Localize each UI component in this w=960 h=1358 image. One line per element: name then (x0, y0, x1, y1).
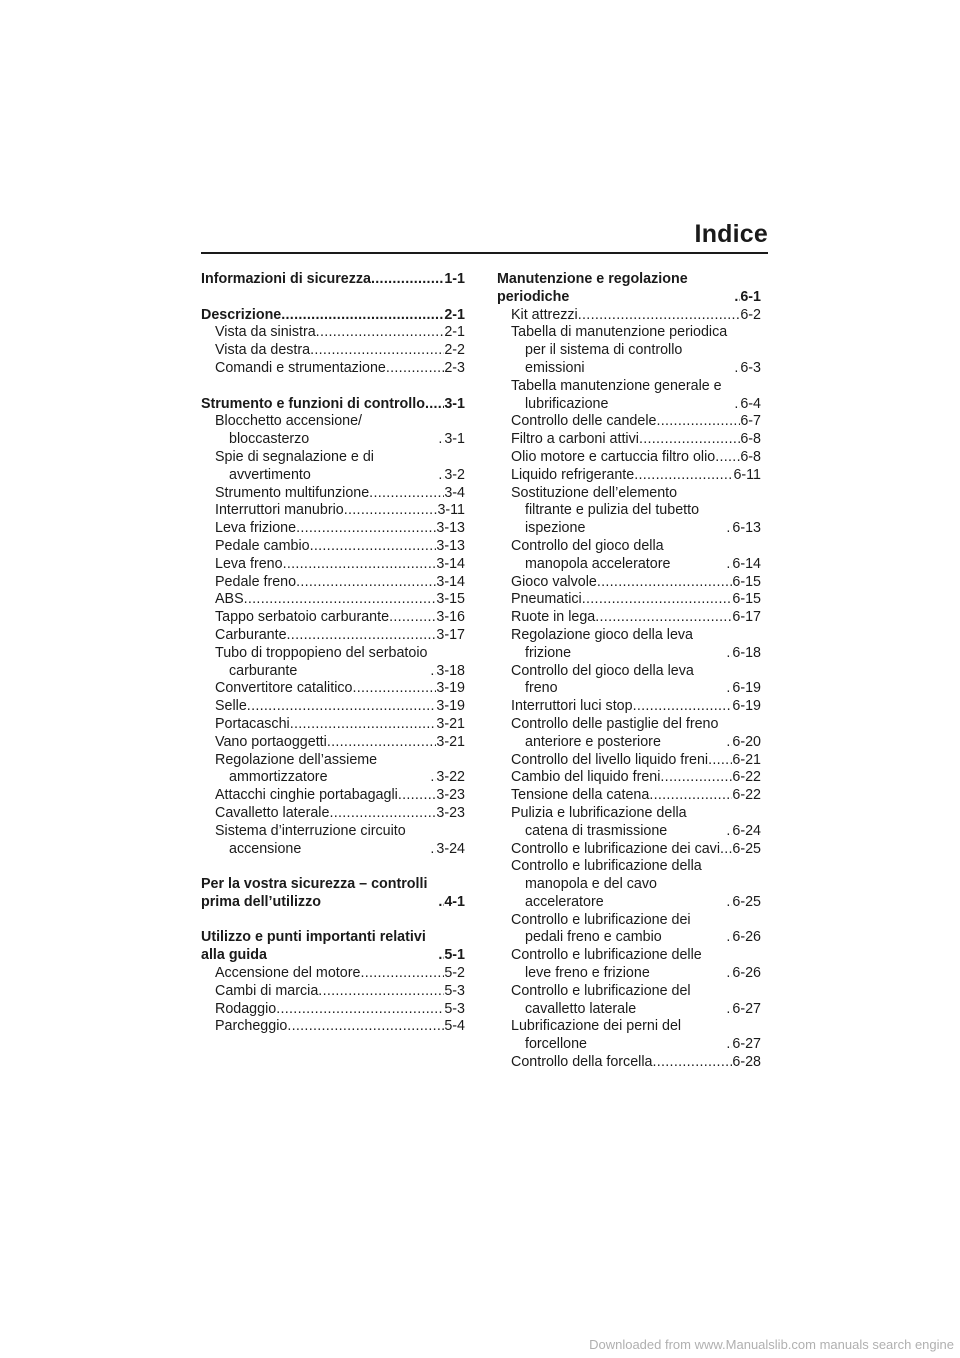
toc-entry-page-number: 6-17 (732, 609, 761, 626)
toc-entry-label: Cambio del liquido freni (511, 769, 661, 786)
toc-entry-label: Rodaggio (215, 1000, 277, 1017)
toc-entry-label: Controllo e lubrificazione delle leve freno e frizione (511, 947, 702, 982)
toc-subsection-entry[interactable] (497, 805, 761, 841)
toc-subsection-entry[interactable] (497, 574, 761, 592)
toc-entry-page-number: 6-24 (732, 822, 761, 839)
toc-entry-label: Utilizzo e punti importanti relativi alla guida (201, 929, 426, 964)
toc-entry-page-number: 6-1 (740, 288, 761, 305)
toc-entry-page-number: 3-21 (436, 733, 465, 750)
dot-leader (290, 716, 437, 734)
dot-leader (310, 538, 437, 556)
dot-leader (244, 591, 437, 609)
toc-subsection-entry[interactable] (201, 965, 465, 983)
toc-entry-page-number: 3-2 (444, 466, 465, 483)
dot-leader (287, 627, 437, 645)
toc-subsection-entry[interactable] (201, 574, 465, 592)
toc-entry-label: Pedale freno (215, 573, 297, 590)
toc-section-entry[interactable] (201, 271, 465, 289)
dot-leader (656, 413, 740, 431)
toc-subsection-entry[interactable] (201, 716, 465, 734)
toc-entry-label: Parcheggio (215, 1018, 288, 1035)
toc-entry-page-number: 3-4 (444, 484, 465, 501)
dot-leader (633, 698, 733, 716)
toc-entry-page-number: 3-13 (436, 520, 465, 537)
dot-leader (660, 769, 732, 787)
toc-entry-page-number: 3-18 (436, 662, 465, 679)
section-gap (201, 858, 465, 876)
toc-entry-page-number: 2-2 (444, 342, 465, 359)
toc-entry-label: Accensione del motore (215, 965, 361, 982)
toc-entry-page-number: 6-15 (732, 591, 761, 608)
toc-subsection-entry[interactable] (497, 467, 761, 485)
dot-leader (708, 752, 732, 770)
toc-entry-page-number: 3-1 (444, 395, 465, 412)
toc-entry-label: Controllo delle candele (511, 413, 657, 430)
toc-subsection-entry[interactable] (497, 431, 761, 449)
toc-entry-label: Tabella di manutenzione periodica per il sistema di controllo emissioni (511, 324, 728, 376)
toc-entry-page-number: 3-23 (436, 804, 465, 821)
toc-subsection-entry[interactable] (201, 752, 465, 788)
toc-entry-label: Strumento multifunzione (215, 484, 370, 501)
toc-subsection-entry[interactable] (201, 680, 465, 698)
toc-entry-label: Descrizione (201, 306, 282, 323)
toc-entry-page-number: 6-18 (732, 644, 761, 661)
dot-leader (352, 680, 436, 698)
toc-entry-page-number: 3-16 (436, 609, 465, 626)
toc-entry-page-number: 5-1 (444, 947, 465, 964)
toc-entry-label: Strumento e funzioni di controllo (201, 395, 425, 412)
toc-subsection-entry[interactable] (201, 342, 465, 360)
toc-subsection-entry[interactable] (497, 1018, 761, 1054)
toc-entry-page-number: 2-1 (444, 324, 465, 341)
toc-subsection-entry[interactable] (201, 413, 465, 449)
toc-entry-page-number: 6-22 (732, 769, 761, 786)
dot-leader (389, 609, 436, 627)
title-rule (201, 252, 768, 254)
toc-entry-page-number: 3-15 (436, 591, 465, 608)
dot-leader (318, 983, 444, 1001)
toc-subsection-entry[interactable] (497, 858, 761, 911)
toc-entry-page-number: 6-8 (740, 431, 761, 448)
toc-entry-page-number: 6-15 (732, 573, 761, 590)
toc-entry-page-number: 6-19 (732, 698, 761, 715)
toc-entry-label: Attacchi cinghie portabagagli (215, 787, 398, 804)
toc-entry-page-number: 6-20 (732, 733, 761, 750)
toc-subsection-entry[interactable] (201, 823, 465, 859)
toc-subsection-entry[interactable] (497, 787, 761, 805)
toc-entry-label: Carburante (215, 626, 287, 643)
toc-entry-page-number: 5-3 (444, 1000, 465, 1017)
toc-entry-label: Selle (215, 698, 247, 715)
toc-subsection-entry[interactable] (497, 841, 761, 859)
toc-entry-page-number: 6-3 (740, 359, 761, 376)
toc-entry-label: Blocchetto accensione/ bloccasterzo (215, 413, 363, 448)
toc-entry-label: Kit attrezzi (511, 306, 578, 323)
toc-entry-page-number: 6-14 (732, 555, 761, 572)
toc-entry-page-number: 6-22 (732, 787, 761, 804)
toc-entry-label: Tappo serbatoio carburante (215, 609, 390, 626)
toc-entry-label: Convertitore catalitico (215, 680, 353, 697)
dot-leader (649, 787, 732, 805)
toc-entry-label: Controllo e lubrificazione della manopola e del cavo acceleratore (511, 858, 702, 910)
toc-entry-page-number: 6-25 (732, 840, 761, 857)
toc-entry-page-number: 3-21 (436, 715, 465, 732)
page-title: Indice (694, 220, 768, 248)
dot-leader (247, 698, 437, 716)
toc-subsection-entry[interactable] (201, 983, 465, 1001)
toc-entry-label: Interruttori luci stop (511, 698, 633, 715)
toc-subsection-entry[interactable] (497, 538, 761, 574)
toc-entry-page-number: 6-28 (732, 1054, 761, 1071)
toc-subsection-entry[interactable] (497, 1054, 761, 1072)
toc-entry-label: Manutenzione e regolazione periodiche (497, 271, 688, 305)
dot-leader (310, 342, 444, 360)
toc-entry-page-number: 3-1 (444, 431, 465, 448)
footer-text: Downloaded from www.Manualslib.com manuals search engine (589, 1337, 954, 1352)
dot-leader (344, 502, 438, 520)
toc-right-column (497, 271, 761, 1072)
toc-subsection-entry[interactable] (201, 1018, 465, 1036)
toc-entry-label: Vista da sinistra (215, 324, 316, 341)
dot-leader (720, 841, 732, 859)
toc-entry-label: Controllo e lubrificazione dei cavi (511, 840, 721, 857)
toc-entry-page-number: 3-19 (436, 698, 465, 715)
toc-entry-page-number: 6-2 (740, 306, 761, 323)
toc-entry-label: Lubrificazione dei perni del forcellone (511, 1018, 682, 1053)
toc-entry-page-number: 4-1 (444, 893, 465, 910)
toc-subsection-entry[interactable] (201, 360, 465, 378)
toc-entry-label: Controllo e lubrificazione dei pedali freno e cambio (511, 911, 691, 946)
toc-subsection-entry[interactable] (497, 947, 761, 983)
section-gap (201, 289, 465, 307)
toc-entry-page-number: 3-14 (436, 573, 465, 590)
toc-entry-page-number: 6-26 (732, 929, 761, 946)
toc-entry-label: Sistema d’interruzione circuito accensione (215, 822, 406, 857)
toc-entry-label: Tensione della catena (511, 787, 650, 804)
toc-entry-label: Pedale cambio (215, 537, 310, 554)
toc-entry-label: Ruote in lega (511, 609, 596, 626)
toc-subsection-entry[interactable] (497, 769, 761, 787)
dot-leader (578, 307, 741, 325)
toc-entry-label: Filtro a carboni attivi (511, 431, 639, 448)
toc-entry-page-number: 3-13 (436, 537, 465, 554)
dot-leader (652, 1054, 732, 1072)
toc-entry-label: Regolazione dell’assieme ammortizzatore (215, 751, 378, 786)
dot-leader (398, 787, 437, 805)
toc-entry-label: Controllo del gioco della leva freno (511, 662, 694, 697)
dot-leader (582, 591, 733, 609)
toc-entry-label: Informazioni di sicurezza (201, 271, 372, 287)
toc-subsection-entry[interactable] (497, 698, 761, 716)
dot-leader (287, 1018, 444, 1036)
toc-entry-label: Pneumatici (511, 591, 582, 608)
toc-entry-label: ABS (215, 591, 244, 608)
toc-subsection-entry[interactable] (497, 324, 761, 377)
toc-entry-page-number: 6-26 (732, 965, 761, 982)
dot-leader (316, 324, 445, 342)
toc-entry-label: Controllo della forcella (511, 1054, 653, 1071)
toc-entry-page-number: 1-1 (444, 271, 465, 287)
toc-subsection-entry[interactable] (201, 449, 465, 485)
toc-entry-label: Gioco valvole (511, 573, 597, 590)
toc-entry-label: Interruttori manubrio (215, 502, 344, 519)
toc-section-entry[interactable] (201, 396, 465, 414)
toc-subsection-entry[interactable] (497, 983, 761, 1019)
toc-subsection-entry[interactable] (201, 609, 465, 627)
toc-entry-page-number: 5-2 (444, 965, 465, 982)
toc-entry-page-number: 5-4 (444, 1018, 465, 1035)
toc-entry-page-number: 3-11 (437, 502, 465, 519)
dot-leader (715, 449, 740, 467)
dot-leader (296, 574, 436, 592)
toc-entry-label: Controllo del livello liquido freni (511, 751, 709, 768)
toc-entry-page-number: 6-4 (740, 395, 761, 412)
toc-entry-label: Tubo di troppopieno del serbatoio carburante (215, 644, 428, 679)
toc-subsection-entry[interactable] (497, 627, 761, 663)
toc-entry-page-number: 3-17 (436, 626, 465, 643)
toc-entry-label: Sostituzione dell’elemento filtrante e pulizia del tubetto ispezione (511, 484, 700, 537)
toc-entry-page-number: 3-23 (436, 787, 465, 804)
toc-entry-page-number: 5-3 (444, 982, 465, 999)
toc-subsection-entry[interactable] (201, 805, 465, 823)
toc-subsection-entry[interactable] (497, 307, 761, 325)
toc-section-entry[interactable] (497, 271, 761, 307)
toc-subsection-entry[interactable] (201, 324, 465, 342)
toc-subsection-entry[interactable] (201, 787, 465, 805)
toc-entry-label: Cambi di marcia (215, 982, 319, 999)
toc-entry-page-number: 6-21 (732, 751, 761, 768)
toc-subsection-entry[interactable] (497, 449, 761, 467)
toc-subsection-entry[interactable] (201, 734, 465, 752)
toc-subsection-entry[interactable] (497, 591, 761, 609)
dot-leader (296, 520, 436, 538)
dot-leader (371, 271, 444, 289)
toc-subsection-entry[interactable] (201, 556, 465, 574)
section-gap (201, 912, 465, 930)
toc-entry-label: Pulizia e lubrificazione della catena di trasmissione (511, 804, 687, 839)
toc-entry-page-number: 3-22 (436, 769, 465, 786)
toc-entry-label: Spie di segnalazione e di avvertimento (215, 448, 374, 483)
toc-entry-label: Liquido refrigerante (511, 466, 635, 483)
toc-entry-page-number: 6-27 (732, 1036, 761, 1053)
toc-entry-label: Controllo del gioco della manopola acceleratore (511, 537, 671, 572)
toc-entry-page-number: 6-25 (732, 893, 761, 910)
toc-entry-label: Comandi e strumentazione (215, 359, 386, 376)
toc-subsection-entry[interactable] (201, 698, 465, 716)
toc-entry-page-number: 2-3 (444, 359, 465, 376)
toc-entry-label: Tabella manutenzione generale e lubrificazione (511, 377, 722, 412)
toc-entry-label: Leva freno (215, 555, 283, 572)
toc-entry-label: Leva frizione (215, 520, 297, 537)
toc-entry-page-number: 2-1 (444, 306, 465, 323)
dot-leader (327, 734, 437, 752)
toc-entry-page-number: 6-19 (732, 680, 761, 697)
toc-subsection-entry[interactable] (497, 609, 761, 627)
toc-entry-page-number: 3-24 (436, 840, 465, 857)
toc-subsection-entry[interactable] (497, 752, 761, 770)
toc-subsection-entry[interactable] (201, 645, 465, 681)
dot-leader (386, 360, 444, 378)
toc-entry-label: Controllo delle pastiglie del freno anteriore e posteriore (511, 715, 719, 750)
toc-entry-label: Vista da destra (215, 342, 311, 359)
dot-leader (276, 1001, 444, 1019)
toc-entry-page-number: 6-7 (740, 413, 761, 430)
toc-entry-label: Vano portaoggetti (215, 733, 327, 750)
dot-leader (634, 467, 733, 485)
dot-leader (360, 965, 444, 983)
toc-subsection-entry[interactable] (497, 912, 761, 948)
toc-section-entry[interactable] (201, 929, 465, 965)
toc-subsection-entry[interactable] (201, 1001, 465, 1019)
toc-subsection-entry[interactable] (201, 520, 465, 538)
toc-entry-page-number: 6-27 (732, 1000, 761, 1017)
toc-entry-page-number: 6-11 (733, 466, 761, 483)
toc-entry-label: Portacaschi (215, 715, 290, 732)
dot-leader (425, 396, 444, 414)
toc-entry-page-number: 6-8 (740, 448, 761, 465)
dot-leader (597, 574, 733, 592)
toc-subsection-entry[interactable] (201, 485, 465, 503)
toc-entry-label: Cavalletto laterale (215, 804, 330, 821)
toc-entry-page-number: 3-19 (436, 680, 465, 697)
toc-subsection-entry[interactable] (497, 485, 761, 538)
toc-entry-label: Per la vostra sicurezza – controlli prima dell’utilizzo (201, 876, 428, 910)
dot-leader (595, 609, 732, 627)
toc-left-column (201, 271, 465, 1036)
dot-leader (281, 307, 444, 325)
toc-entry-label: Olio motore e cartuccia filtro olio (511, 448, 716, 465)
dot-leader (329, 805, 436, 823)
dot-leader (369, 485, 444, 503)
dot-leader (283, 556, 437, 574)
toc-subsection-entry[interactable] (497, 716, 761, 752)
toc-entry-label: Regolazione gioco della leva frizione (511, 626, 694, 661)
toc-entry-label: Controllo e lubrificazione del cavalletto laterale (511, 982, 691, 1017)
toc-section-entry[interactable] (201, 307, 465, 325)
toc-section-entry[interactable] (201, 876, 465, 912)
toc-subsection-entry[interactable] (201, 502, 465, 520)
toc-subsection-entry[interactable] (497, 378, 761, 414)
dot-leader (639, 431, 740, 449)
toc-subsection-entry[interactable] (201, 627, 465, 645)
toc-subsection-entry[interactable] (201, 591, 465, 609)
section-gap (201, 378, 465, 396)
toc-subsection-entry[interactable] (497, 413, 761, 431)
toc-entry-page-number: 6-13 (732, 520, 761, 537)
toc-subsection-entry[interactable] (497, 663, 761, 699)
toc-subsection-entry[interactable] (201, 538, 465, 556)
toc-entry-page-number: 3-14 (436, 555, 465, 572)
